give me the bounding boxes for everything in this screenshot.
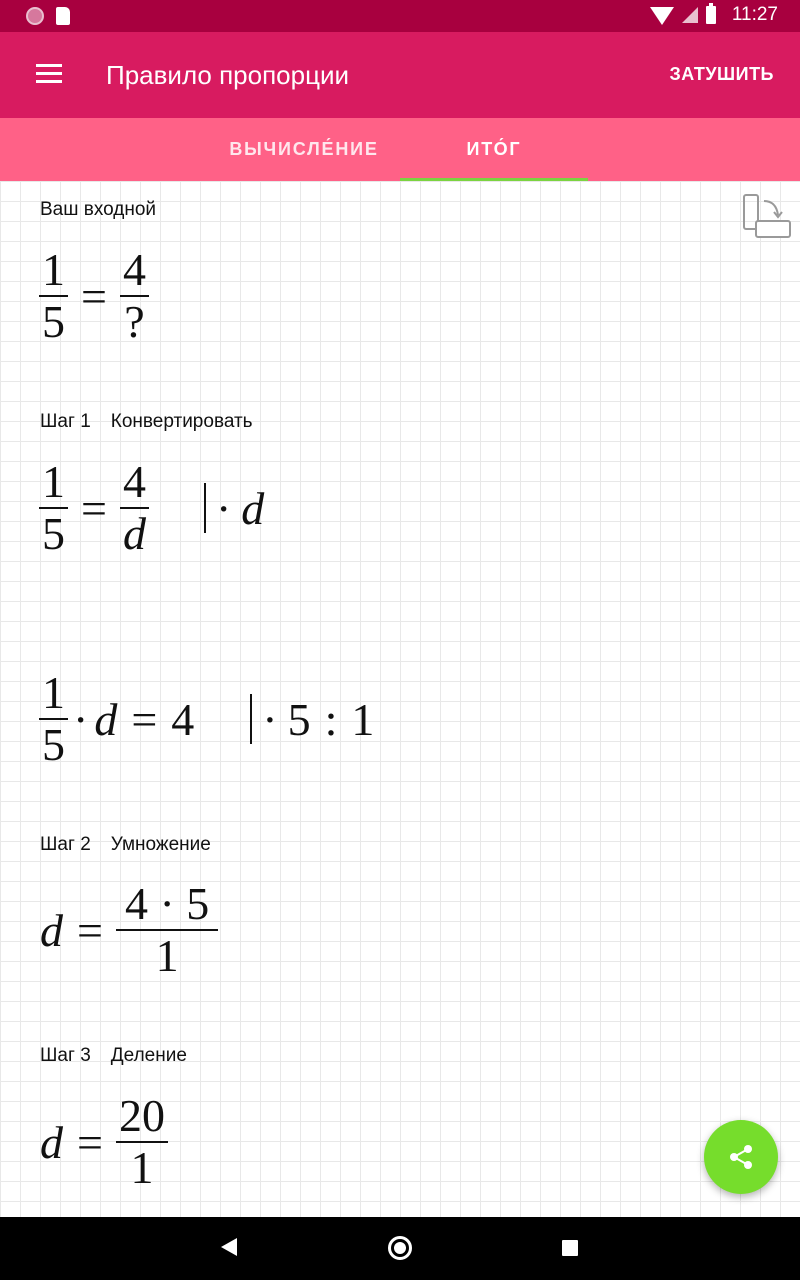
result-content [0, 181, 800, 1217]
tab-bar [0, 118, 800, 181]
app-bar [0, 32, 800, 118]
operator: · [215, 482, 232, 534]
operator: · [73, 693, 89, 745]
variable: d [40, 1116, 63, 1168]
fraction: $\frac{4}{d}$ [121, 457, 148, 559]
wifi-icon [650, 7, 674, 25]
status-bar [0, 0, 800, 32]
step-3-label [40, 1045, 187, 1067]
equals-sign: = [131, 693, 158, 745]
notification-dot-icon [26, 7, 44, 25]
share-icon [728, 1144, 754, 1170]
menu-icon[interactable] [36, 64, 62, 86]
fraction: $\frac{4 \cdot 5}{1}$ [117, 879, 217, 981]
value: 5 [287, 693, 311, 745]
tab-result[interactable]: ИТО́Г [466, 139, 522, 159]
app-title: Правило пропорции [106, 60, 350, 90]
recent-apps-icon[interactable] [562, 1240, 578, 1256]
rhs-value: 4 [171, 693, 195, 745]
share-button[interactable] [704, 1120, 778, 1194]
cell-signal-icon [682, 7, 698, 23]
input-label: Ваш входной [40, 199, 157, 220]
home-icon[interactable] [388, 1236, 412, 1260]
status-time: 11:27 [731, 4, 778, 25]
fraction: $\frac{1}{5}$ [40, 245, 67, 347]
variable: d [241, 482, 265, 534]
fraction: $\frac{1}{5}$ [40, 668, 67, 770]
operator: · [262, 693, 278, 745]
fraction: $\frac{1}{5}$ [40, 457, 67, 559]
operation-separator [204, 483, 206, 533]
equals-sign: = [77, 904, 103, 956]
operator: : [324, 693, 338, 745]
step-number: Шаг 2 [40, 834, 91, 855]
equals-sign: = [77, 1116, 103, 1168]
variable: d [94, 693, 118, 745]
step-1b-equation [40, 668, 374, 770]
back-icon[interactable] [221, 1238, 237, 1256]
variable: d [40, 904, 63, 956]
step-title: Конвертировать [110, 411, 253, 432]
sd-card-icon [56, 7, 70, 25]
dim-button[interactable]: ЗАТУШИТЬ [669, 64, 774, 84]
tab-calculation[interactable]: ВЫЧИСЛЕ́НИЕ [229, 139, 379, 159]
value: 1 [351, 693, 375, 745]
navigation-bar [0, 1217, 800, 1280]
step-3-equation [40, 1091, 167, 1193]
fraction: $\frac{20}{1}$ [117, 1091, 167, 1193]
battery-icon [706, 6, 716, 24]
step-1-equation [40, 457, 264, 559]
screen-rotation-icon[interactable] [742, 193, 794, 241]
step-title: Умножение [110, 834, 211, 855]
fraction: $\frac{4}{?}$ [121, 245, 148, 347]
step-1-label [40, 411, 253, 433]
equals-sign: = [81, 482, 107, 534]
step-2-equation [40, 879, 217, 981]
operation-separator [250, 694, 252, 744]
step-number: Шаг 3 [40, 1045, 91, 1066]
step-number: Шаг 1 [40, 411, 91, 432]
step-title: Деление [110, 1045, 187, 1066]
step-2-label [40, 834, 211, 856]
equals-sign: = [81, 270, 107, 322]
input-equation [40, 245, 148, 347]
